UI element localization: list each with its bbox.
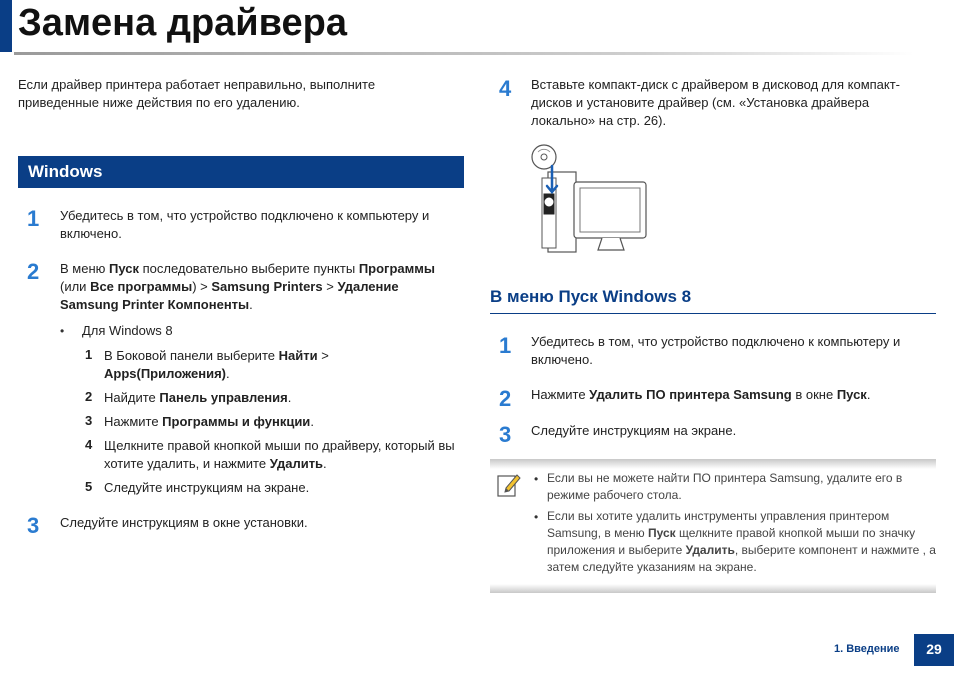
substep-text: Следуйте инструкциям на экране. — [104, 480, 310, 495]
step-text: Вставьте компакт-диск с драйвером в дисковод для компакт-дисков и установите драйвер (см. «Установка драйвера локально» на стр. 26). — [531, 77, 901, 128]
page-number-box — [914, 634, 954, 666]
step-number: 2 — [27, 259, 40, 284]
step-number: 2 — [499, 386, 512, 411]
intro-paragraph: Если драйвер принтера работает неправильно, выполните приведенные ниже действия по его удалению. — [18, 77, 376, 110]
title-accent-bar — [0, 0, 12, 52]
step-number: 3 — [27, 513, 40, 538]
substep-number: 2 — [85, 389, 93, 404]
step-number: 4 — [499, 76, 512, 101]
step-number: 1 — [27, 206, 40, 231]
step-number: 1 — [499, 333, 512, 358]
substep-number: 5 — [85, 479, 93, 494]
substep-text: Найдите Панель управления. — [104, 390, 292, 405]
substep-text: Нажмите Программы и функции. — [104, 414, 314, 429]
footer-chapter-label: 1. Введение — [834, 643, 900, 655]
page-number: 29 — [926, 641, 942, 657]
note-bullet-marker: • — [534, 472, 539, 486]
page-title: Замена драйвера — [18, 2, 347, 44]
substep-number: 1 — [85, 347, 93, 362]
step-text: Следуйте инструкциям на экране. — [531, 423, 737, 438]
note-pencil-icon — [497, 472, 521, 503]
note-text: Если вы не можете найти ПО принтера Samsung, удалите его в режиме рабочего стола. — [547, 471, 903, 502]
substep-text: В Боковой панели выберите Найти > Apps(Приложения). — [104, 348, 329, 381]
win8-section-title: В меню Пуск Windows 8 — [490, 287, 692, 306]
windows-section-header — [18, 156, 464, 188]
title-divider — [14, 52, 914, 55]
note-bottom-border — [490, 584, 936, 593]
note-bullet-marker: • — [534, 510, 539, 524]
step-text: Следуйте инструкциям в окне установки. — [60, 515, 308, 530]
step-text: Убедитесь в том, что устройство подключено к компьютеру и включено. — [60, 208, 430, 241]
note-top-border — [490, 459, 936, 469]
step-text: В меню Пуск последовательно выберите пункты Программы (или Все программы) > Samsung Printers > Удаление Samsung Printer Компоненты. — [60, 261, 435, 312]
note-text: Если вы хотите удалить инструменты управления принтером Samsung, в меню Пуск щелкните правой кнопкой мыши по значку приложения и выберите Удалить, выберите компонент и нажмите , а затем следуйте указаниям на экране. — [547, 509, 936, 574]
substep-number: 4 — [85, 437, 93, 452]
substep-text: Щелкните правой кнопкой мыши по драйверу, который вы хотите удалить, и нажмите Удалить. — [104, 438, 455, 471]
substep-number: 3 — [85, 413, 93, 428]
bullet-text: Для Windows 8 — [82, 323, 173, 338]
windows-section-title: Windows — [28, 162, 103, 181]
step-text: Нажмите Удалить ПО принтера Samsung в окне Пуск. — [531, 387, 871, 402]
bullet-marker: • — [60, 324, 65, 338]
cd-into-computer-icon — [528, 144, 650, 261]
step-text: Убедитесь в том, что устройство подключено к компьютеру и включено. — [531, 334, 901, 367]
section-divider — [490, 313, 936, 314]
step-number: 3 — [499, 422, 512, 447]
